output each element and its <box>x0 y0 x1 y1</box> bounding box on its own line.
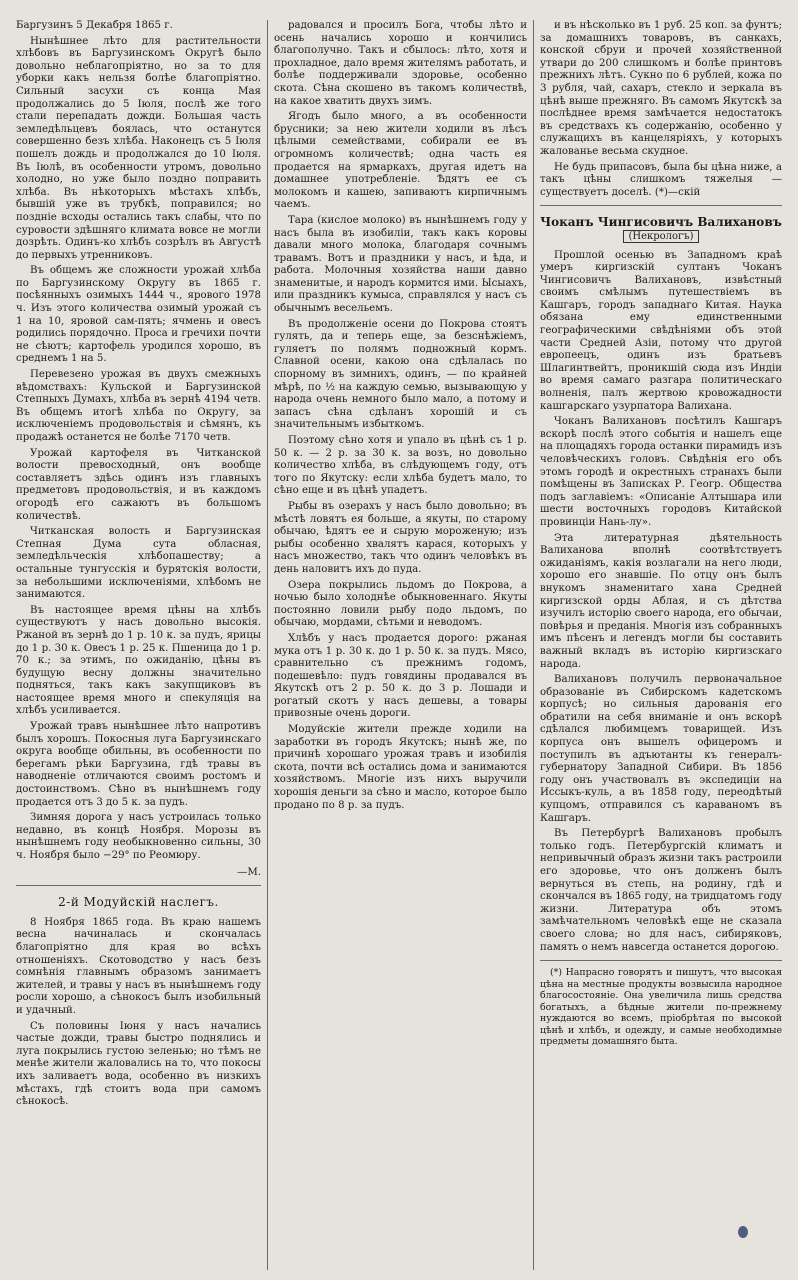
article-paragraph: Тара (кислое молоко) въ нынѣшнемъ году у насъ была въ изобиліи, такъ какъ коровы давали много молока, благодаря сочнымъ травамъ. Вотъ и праздники у насъ, и ѣда, и работа. Молочныя хозяйства наши давно знаменитые, и народъ кормится ими. Ысыахъ, или праздникъ кумыса, справлялся у насъ съ обычнымъ весельемъ. <box>274 214 527 315</box>
article-paragraph: и въ нѣсколько въ 1 руб. 25 коп. за фунтъ; за домашнихъ товаровъ, въ санкахъ, конской сбруи и прочей хозяйственной утвари до 200 слишкомъ и болѣе принтовъ прежнихъ лѣтъ. Сукно по 6 рублей, кожа по 3 рубля, чай, сахаръ, стекло и зеркала въ цѣнѣ выше прежняго. Въ самомъ Якутскѣ за послѣднее время замѣчается недостатокъ въ средствахъ къ содержанію, особенно у служащихъ въ канцеляріяхъ, у которыхъ жалованье весьма скудное. <box>540 20 782 157</box>
article-paragraph: Чоканъ Валихановъ посѣтилъ Кашгаръ вскорѣ послѣ этого событія и нашелъ еще на площадяхъ города останки пирамидъ изъ человѣческихъ головъ. Свѣдѣнія его объ этомъ городѣ и окрестныхъ странахъ были помѣщены въ Записках Р. Геогр. Общества подъ заглавіемъ: «Описаніе Алтышара или шести восточныхъ городовъ Китайской провинціи Нань-лу». <box>540 416 782 528</box>
article-paragraph: Поэтому сѣно хотя и упало въ цѣнѣ съ 1 р. 50 к. — 2 р. за 30 к. за возъ, но довольно количество хлѣба, въ слѣдующемъ году, отъ того по Якутску: если хлѣба будетъ мало, то сѣно еще и въ цѣнѣ упадетъ. <box>274 435 527 497</box>
article-paragraph: Валихановъ получилъ первоначальное образованіе въ Сибирскомъ кадетскомъ корпусѣ; но сильныя дарованія его обратили на себя вниманіе и онъ вскорѣ сдѣлался любимцемъ товарищей. Изъ корпуса онъ вышелъ офицеромъ и поступилъ въ адъютанты къ генералъ-губернатору Западной Сибири. Въ 1856 году онъ участвовалъ въ экспедиціи на Иссыкъ-куль, а въ 1858 году, переодѣтый купцомъ, отправился съ караваномъ въ Кашгаръ. <box>540 674 782 824</box>
article-paragraph: Хлѣбъ у насъ продается дорого: ржаная мука отъ 1 р. 30 к. до 1 р. 50 к. за пудъ. Мясо, сравнительно съ прежнимъ годомъ, подешевѣло: пудъ говядины продавался въ Якутскѣ отъ 2 р. 50 к. до 3 р. Лошади и рогатый скотъ у насъ дешевы, а товары привозные очень дороги. <box>274 632 527 720</box>
article-paragraph: Эта литературная дѣятельность Валиханова вполнѣ соотвѣтствуетъ ожиданіямъ, какія возлагали на него люди, хорошо его знавшіе. По отцу онъ былъ внукомъ знаменитаго хана Средней киргизской орды Аблая, и съ дѣтства изучилъ исторію своего народа, его обычаи, повѣрья и преданія. Многія изъ собранныхъ имъ пѣсенъ и легендъ могли бы составить важный вкладъ въ исторію киргизскаго народа. <box>540 532 782 670</box>
article-paragraph: радовался и просилъ Бога, чтобы лѣто и осень начались хорошо и кончились благополучно. Такъ и сбылось: лѣто, хотя и прохладное, дало время жителямъ работать, и болѣе поддерживали здоровье, особенно скота. Сѣна скошено въ такомъ количествѣ, на какое хватить двухъ зимъ. <box>274 20 527 107</box>
article-paragraph: Читканская волость и Баргузинская Степная Дума сута обласная, земледѣльческія хлѣбопашеству; а остальные тунгусскія и бурятскія волости, за небольшими исключеніями, хлѣбомъ не занимаются. <box>16 526 261 601</box>
ink-stain <box>738 1226 748 1238</box>
article-paragraph: Въ общемъ же сложности урожай хлѣба по Баргузинскому Округу въ 1865 г. посѣянныхъ озимыхъ 1444 ч., ярового 1978 ч. Изъ этого количества озимый урожай съ 1 на 10, яровой сам-пять; ячмень и овесъ родились порядочно. Проса и гречихи почти не сѣютъ; картофель уродился хорошо, въ среднемъ 1 на 5. <box>16 265 261 365</box>
article-paragraph: Урожай картофеля въ Читканской волости превосходный, онъ вообще составляетъ здѣсь одинъ изъ главныхъ предметовъ продовольствія, и въ каждомъ огородѣ его сажаютъ въ большомъ количествѣ. <box>16 447 261 522</box>
article-paragraph: Въ Петербургѣ Валихановъ пробылъ только годъ. Петербургскій климатъ и непривычный образъ жизни такъ растроили его здоровье, что онъ долженъ былъ вернуться въ степь, на родину, гдѣ и скончался въ 1865 году, на тридцатомъ году жизни. Литература объ этомъ замѣчательномъ человѣкѣ еще не сказала своего слова; но для насъ, сибиряковъ, память о немъ навсегда останется дорогою. <box>540 828 782 953</box>
article-paragraph: Модуйскіе жители прежде ходили на заработки въ городъ Якутскъ; нынѣ же, по причинѣ хорошаго урожая травъ и изобилія скота, почти всѣ остались дома и занимаются хозяйствомъ. Многіе изъ нихъ выручили хорошія деньги за сѣно и масло, которое было продано по 8 р. за пудъ. <box>274 724 527 811</box>
article-paragraph: Въ настоящее время цѣны на хлѣбъ существуютъ у насъ довольно высокія. Ржаной въ зернѣ до 1 р. 10 к. за пудъ, ярицы до 1 р. 30 к. Овесъ 1 р. 25 к. Пшеница до 1 р. 70 к.; за этимъ, по ожиданію, цѣны въ будущую весну должны значительно подняться, такъ какъ закупщиковъ въ настоящее время много и спекуляція на хлѣбъ усиливается. <box>16 604 261 717</box>
obituary-title: Чоканъ Чингисовичъ Валихановъ <box>540 215 782 230</box>
section-divider <box>540 205 782 206</box>
dateline: Баргузинъ 5 Декабря 1865 г. <box>16 20 173 31</box>
article-paragraph: Не будь припасовъ, была бы цѣна ниже, а такъ цѣны слишкомъ тяжелыя — существуетъ доселѣ. (*)—скій <box>540 161 782 198</box>
footnote: (*) Напрасно говорятъ и пишутъ, что высокая цѣна на местные продукты возвысила народное благосостояніе. Она увеличила лишь средства богатыхъ, а бѣдные жители по-прежнему нуждаются во всемъ, пріобрѣтая по высокой цѣнѣ и хлѣбъ, и одежду, и самые необходимые предметы домашняго быта. <box>540 967 782 1048</box>
page-columns <box>10 20 788 1270</box>
section-title: 2-й Модуйскій наслегъ. <box>58 895 219 910</box>
column-right <box>534 20 788 1270</box>
article-paragraph: Рыбы въ озерахъ у насъ было довольно; въ мѣстѣ ловятъ ея больше, а якуты, по старому обычаю, ѣдятъ ее и сырую мороженую; изъ рыбы особенно хвалятъ карася, которыхъ у насъ множество, такъ что одинъ человѣкъ въ день наловитъ ихъ до пуда. <box>274 500 527 575</box>
article-paragraph: Озера покрылись льдомъ до Покрова, а ночью было холоднѣе обыкновеннаго. Якуты постоянно ловили рыбу подо льдомъ, по обычаю, мордами, сѣтьми и неводомъ. <box>274 579 527 629</box>
section-divider <box>16 885 261 886</box>
article-paragraph: Перевезено урожая въ двухъ смежныхъ вѣдомствахъ: Кульской и Баргузинской Степныхъ Думахъ, хлѣба въ зернѣ 4194 четв. Въ общемъ итогѣ хлѣба по Округу, за исключеніемъ продовольствія и сѣмянъ, къ продажѣ останется не болѣе 7170 четв. <box>16 369 261 443</box>
article-paragraph: Ягодъ было много, а въ особенности брусники; за нею жители ходили въ лѣсъ цѣлыми семействами, собирали ее въ огромномъ количествѣ; одна часть ея продается на ярмаркахъ, другая идетъ на домашнее употребленіе. Ѣдятъ ее съ молокомъ и кашею, запиваютъ кирпичнымъ чаемъ. <box>274 111 527 211</box>
obituary-subtitle <box>540 231 782 244</box>
article-paragraph: Въ продолженіе осени до Покрова стоятъ гулять, да и теперь еще, за безснѣжіемъ, гуляетъ по полямъ подножный кормъ. Славной осени, какою она сдѣлалась по спорному въ зимнихъ, одинъ, — по крайней мѣрѣ, по ½ на каждую семью, вызывающую у народа очень немного было мало, а потому и запасъ сѣна сдѣланъ хорошій и съ значительнымъ избыткомъ. <box>274 318 527 431</box>
column-middle <box>268 20 534 1270</box>
article-paragraph: Прошлой осенью въ Западномъ краѣ умеръ киргизскій султанъ Чоканъ Чингисовичъ Валихановъ, извѣстный своимъ смѣлымъ путешествіемъ въ Кашгаръ, городъ западнаго Китая. Наука обязана ему единственными географическими свѣдѣніями объ этой части Средней Азіи, потому что другой европеецъ, одинъ изъ братьевъ Шлагинтвейтъ, проникшій сюда изъ Индіи во время самаго разгара политическаго волненія, палъ жертвою кровожадности кашгарскаго узурпатора Валихана. <box>540 249 782 412</box>
article-paragraph: Зимняя дорога у насъ устроилась только недавно, въ концѣ Ноября. Морозы въ нынѣшнемъ году необыкновенно сильны, 30 ч. Ноября было −29° по Реомюру. <box>16 812 261 861</box>
article-paragraph: Съ половины Іюня у насъ начались частые дожди, травы быстро поднялись и луга покрылись густою зеленью; но тѣмъ не менѣе жители жаловались на то, что покосы ихъ заливаетъ вода, особенно въ низкихъ мѣстахъ, гдѣ стоитъ вода при самомъ сѣнокосѣ. <box>16 1020 261 1108</box>
article-paragraph: Нынѣшнее лѣто для растительности хлѣбовъ въ Баргузинскомъ Округѣ было довольно неблагопріятно, но за то для уборки какъ нельзя болѣе благопріятно. Сильный засухи съ конца Мая продолжались до 5 Іюля, послѣ же того стали перепадать дожди. Большая часть земледѣльцевъ боялась, что останутся совершенно безъ хлѣба. Наконецъ съ 5 Іюля пошелъ дождь и продолжался до 10 Іюля. Въ Іюлѣ, въ особенности утромъ, довольно холодно, но уже было поздно поправить хлѣба. Въ нѣкоторыхъ мѣстахъ хлѣбъ, бывшій уже въ трубкѣ, поправился; но позднiе всходы остались такъ слабы, что по суровости здѣшняго климата вовсе не могли дозрѣть. Одинъ-ко хлѣбъ созрѣлъ въ Августѣ до первыхъ утренниковъ. <box>16 35 261 261</box>
footnote-divider <box>540 960 782 961</box>
article-paragraph: Урожай травъ нынѣшнее лѣто напротивъ былъ хорошъ. Покосныя луга Баргузинскаго округа вообще обильны, въ особенности по берегамъ рѣки Баргузина, гдѣ травы въ наводненіе отличаются своимъ ростомъ и достоинствомъ. Сѣно въ нынѣшнемъ году продается отъ 3 до 5 к. за пудъ. <box>16 721 261 808</box>
article-paragraph: 8 Ноября 1865 года. Въ краю нашемъ весна начиналась и скончалась благопріятно для края во всѣхъ отношеніяхъ. Скотоводство у насъ безъ сомнѣнія главнымъ образомъ занимаетъ жителей, и травы у насъ въ нынѣшнемъ году росли хорошо, а сѣнокосъ былъ изобильный и удачный. <box>16 916 261 1016</box>
column-left <box>10 20 268 1270</box>
article-signature: —М. <box>237 866 261 878</box>
obituary-subtitle-label: (Некрологъ) <box>623 230 698 243</box>
